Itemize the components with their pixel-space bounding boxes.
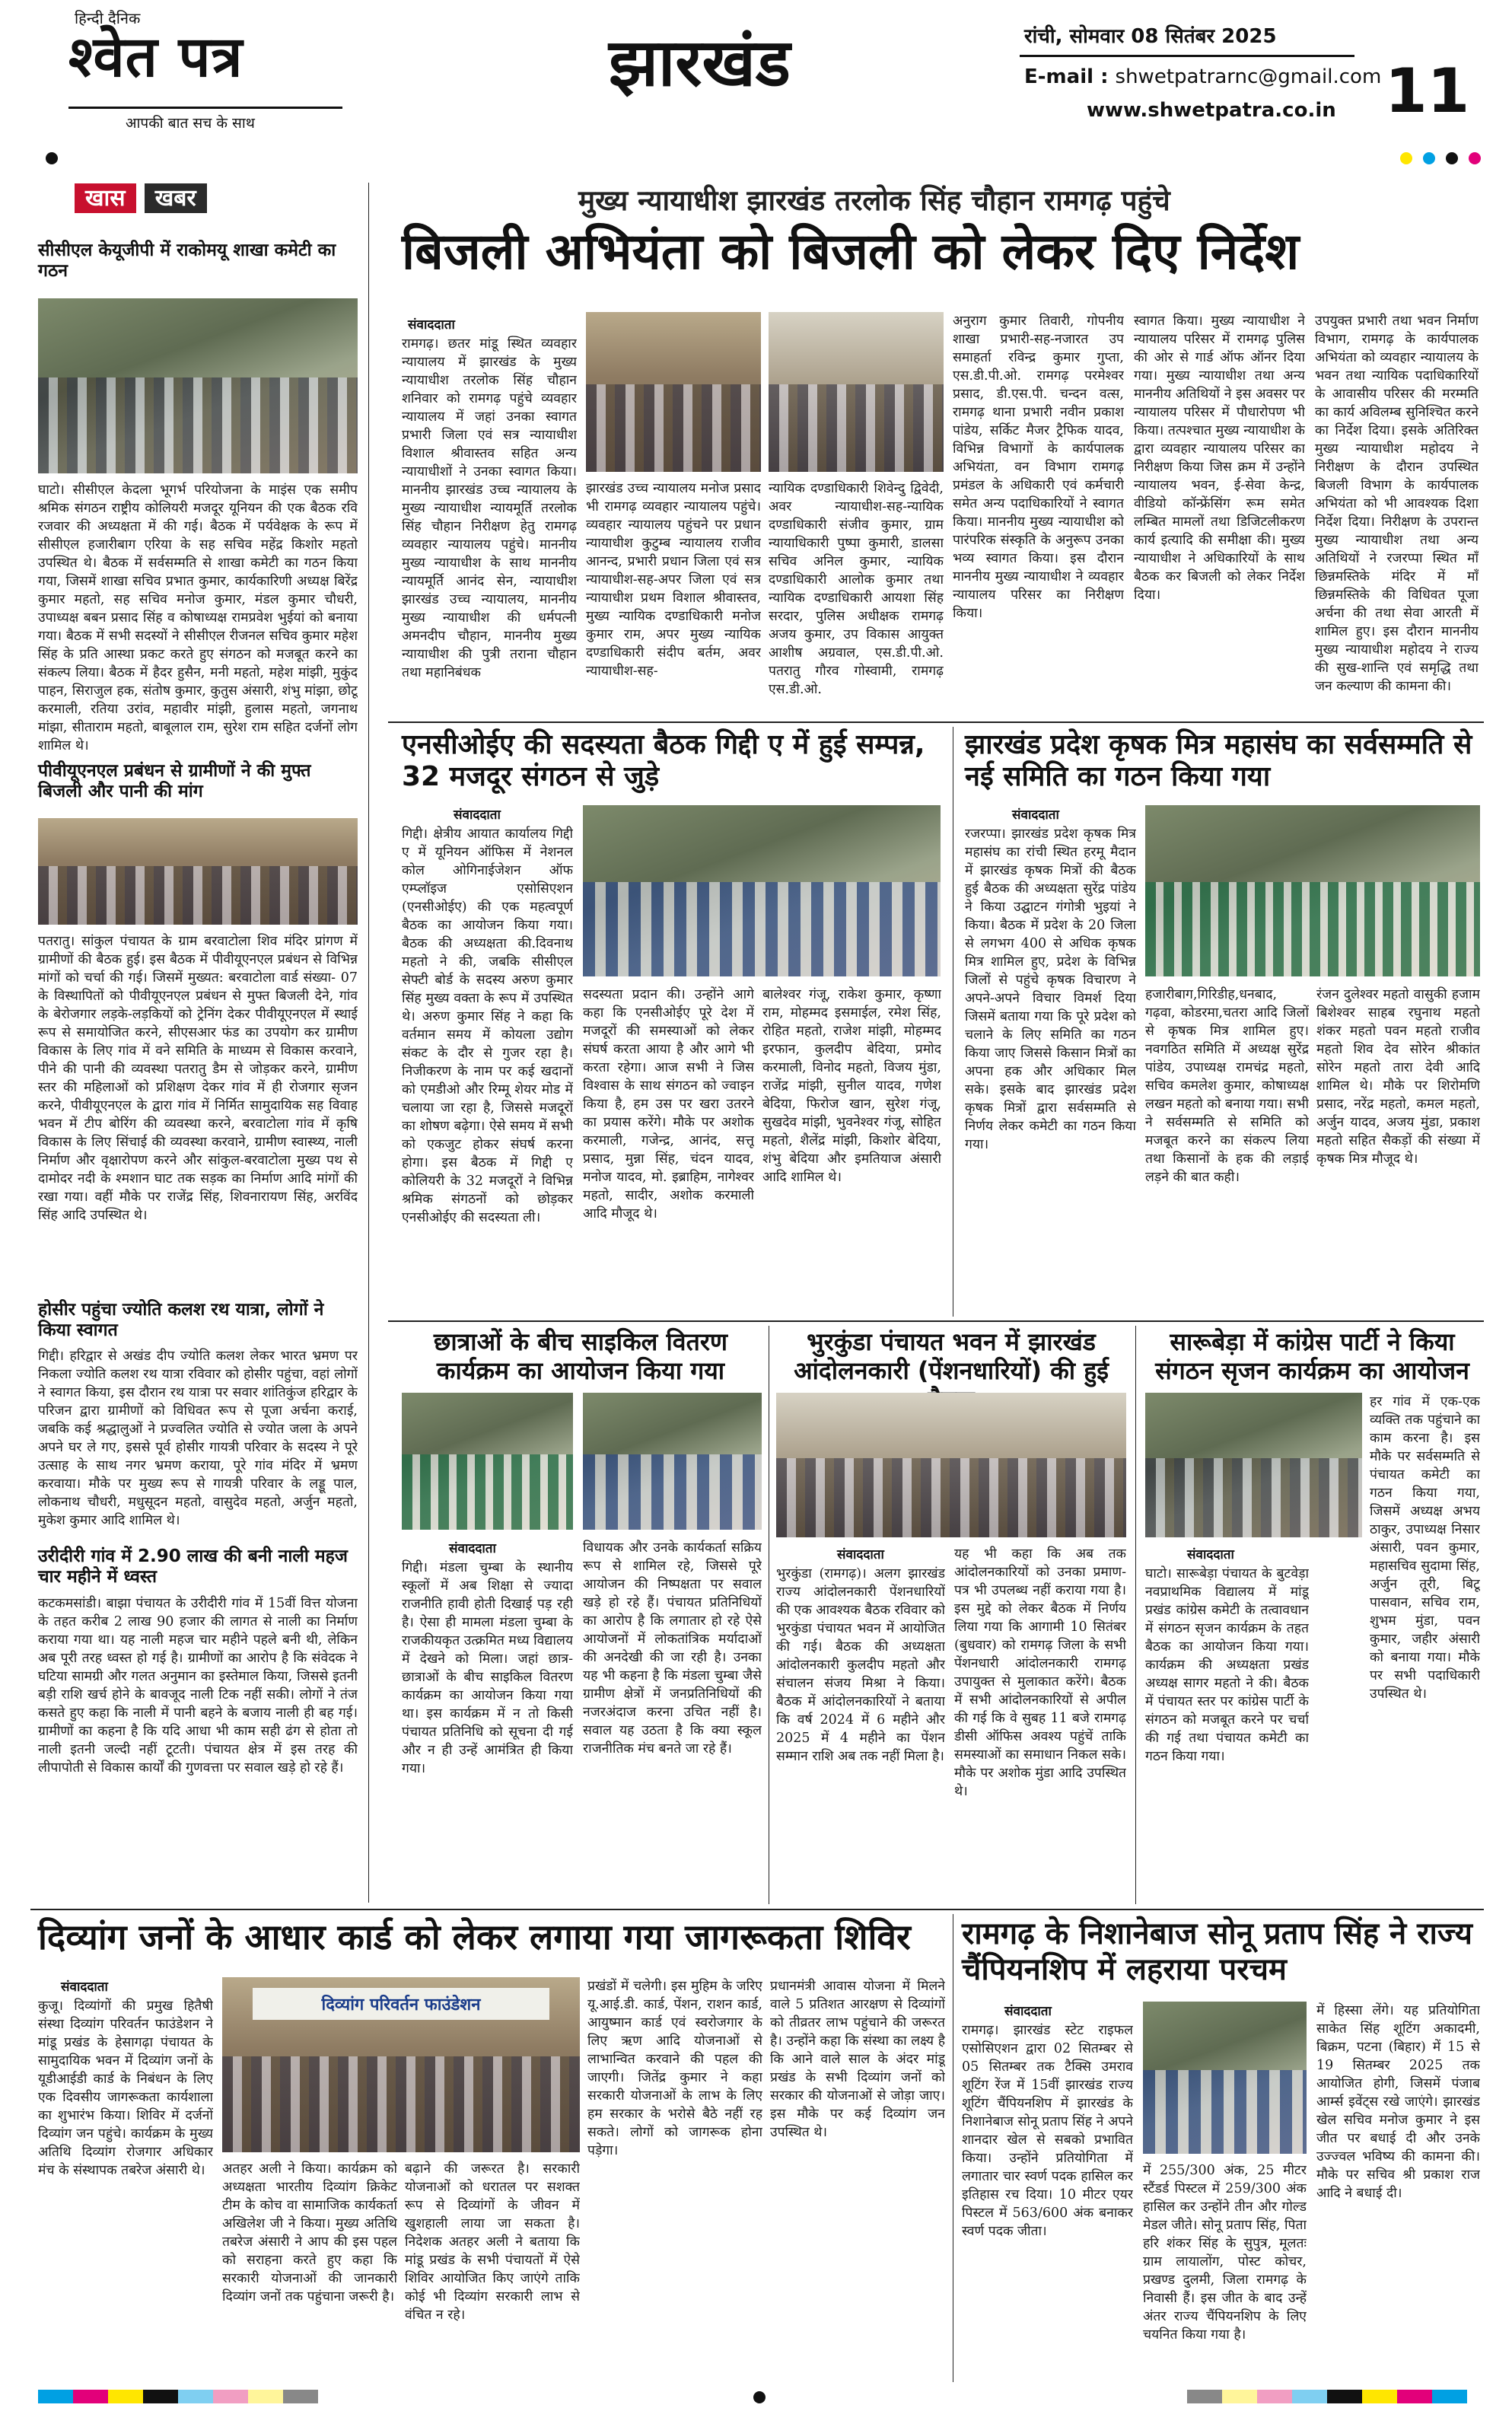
congress-column-2: हर गांव में एक-एक व्यक्ति तक पहुंचाने का काम करना है। इस मौके पर सर्वसम्मति से पंचायत कमेटी का गठन किया गया, जिसमें अध्यक्ष अभय ठाकुर, उपाध्यक्ष निसार अंसारी, पवन कुमार, महासचिव सुदामा सिंह, अर्जुन तूरी, बिटू पासवान, सचिव राम, शुभम मुंडा, पवन कुमार, जहीर अंसारी को बनाया गया। मौके पर सभी पदाधिकारी उपस्थित थे। xyxy=(1370,1394,1480,1702)
pension-photo xyxy=(776,1393,1126,1537)
divyang-column-2: अतहर अली ने किया। कार्यक्रम को अध्यक्षता भारतीय दिव्यांग क्रिकेट टीम के कोच वा सामाजिक कार्यकर्ता अखिलेश जी ने किया। मुख्य अतिथि तबरेज अंसारी ने आप की इस पहल को सराहना करते हुए कहा कि सरकारी योजनाओं की जानकारी दिव्यांग जनों तक पहुंचाना जरूरी है। xyxy=(222,2161,397,2304)
khas-tag: खास xyxy=(75,183,136,213)
left-column-tags xyxy=(75,181,207,212)
shooting-byline: संवाददाता xyxy=(1004,2004,1052,2019)
ncoea-column-3: बालेश्वर गंजू, राकेश कुमार, कृष्णा राम, मोहम्मद इसमाईल, रमेश सिंह, रोहित महतो, राजेश मांझी, मोहम्मद इरफान, कुलदीप बेदिया, प्रमोद करमाली, विनोद महतो, विजय मुंडा, राजेंद्र मांझी, सुनील यादव, गणेश बेदिया, फिरोज खान, सुरेश गंजू, सुखदेव मांझी, भुवनेश्वर गंजू, सोहित महतो, शैलेंद्र मांझी, किशोर बेदिया, शंभु बेदिया और इमतियाज अंसारी आदि शामिल थे। xyxy=(762,987,941,1185)
cycle-photo-2 xyxy=(583,1393,762,1530)
cycle-byline: संवाददाता xyxy=(449,1541,496,1556)
left-story-body: कटकमसांडी। बाझा पंचायत के उरीदीरी गांव में 15वीं वित्त योजना के तहत करीब 2 लाख 90 हजार की लागत से नाली का निर्माण कराया गया था। यह नाली महज चार महीने पहले बनी थी, लेकिन अब पूरी तरह ध्वस्त हो गई है। ग्रामीणों का आरोप है कि संवेदक ने घटिया सामग्री और गलत अनुमान का इस्तेमाल किया, जिससे इतनी बड़ी राशि खर्च होने के बावजूद नाली टिक नहीं सकी। लोगों ने तंज कसते हुए कहा कि नाली में पानी बहने के बजाय नाली ही बह गई। ग्रामीणों का कहना है कि यदि आधा भी काम सही ढंग से होता तो नाली इतनी जल्दी नहीं टूटती। पंचायत क्षेत्र में इस तरह की लीपापोती से विकास कार्यों की गुणवत्ता पर सवाल खड़े हो रहे हैं। xyxy=(38,1596,358,1776)
left-story-body: घाटो। सीसीएल केदला भूगर्भ परियोजना के माइंस एक समीप श्रमिक संगठन राष्ट्रीय कोलियरी मजदूर यूनियन की एक बैठक रवि रजवार की अध्यक्षता में की गई। बैठक में पर्यवेक्षक के रूप में सीसीएल हजारीबाग एरिया के सह सचिव महेंद्र किशोर महतो उपस्थित थे। बैठक में सर्वसम्मति से शाखा कमेटी का गठन किया गया, जिसमें शाखा सचिव प्रभात कुमार, कार्यकारिणी अध्यक्ष बिरेंद्र कुमार महतो, सह सचिव मनोज कुमार, मंडल कुमार चौधरी, उपाध्यक्ष बबन प्रसाद सिंह व कोषाध्यक्ष रामप्रवेश भुईयां को बनाया गया। बैठक में सभी सदस्यों ने सीसीएल रीजनल सचिव कुमार महेश सिंह के प्रति आस्था प्रकट करते हुए संगठन को मजबूत करने का संकल्प लिया। बैठक में हैदर हुसैन, मनी महतो, महेश मांझी, मुकुंद पाहन, सिराजुल हक, संतोष कुमार, कुतुस अंसारी, शंभु मांझा, छोटू करमाली, रतिया उरांव, महावीर मांझी, हुलास महतो, जगनाथ मांझा, सीताराम महतो, बाबूलाल राम, सुरेश राम सहित दर्जनों लोग शामिल थे। xyxy=(38,483,358,753)
pension-byline: संवाददाता xyxy=(837,1547,884,1562)
left-story-headline: उरीदीरी गांव में 2.90 लाख की बनी नाली महज चार महीने में ध्वस्त xyxy=(38,1546,348,1588)
left-story-headline: सीसीएल केयूजीपी में राकोमयू शाखा कमेटी का गठन xyxy=(38,240,336,282)
ncoea-headline: एनसीओईए की सदस्यता बैठक गिद्दी ए में हुई सम्पन्न, 32 मजदूर संगठन से जुड़े xyxy=(402,729,925,793)
lead-byline: संवाददाता xyxy=(408,317,455,333)
divyang-column-5: प्रधानमंत्री आवास योजना में मिलने वाले 5 प्रतिशत आरक्षण से दिव्यांगों को तीव्रतर लाभ पहुंचाने की जरूरत है। उन्होंने कहा कि संस्था का लक्ष्य है कि आने वाले साल के अंदर मांडू प्रखंड के सभी दिव्यांग जनों को सरकार की योजनाओं से जोड़ा जाए। इस मौके पर कई दिव्यांग जन उपस्थित थे। xyxy=(770,1979,945,2140)
divyang-column-3: बढ़ाने की जरूरत है। सरकारी योजनाओं को धरातल पर सशक्त रूप से दिव्यांगों के जीवन में खुशहाली लाया जा सकता है। निदेशक अतहर अली ने बताया कि मांडू प्रखंड के सभी पंचायतों में ऐसे शिविर आयोजित किए जाएंगे ताकि कोई भी दिव्यांग सरकारी लाभ से वंचित न रहे। xyxy=(405,2161,580,2323)
section-title: झारखंड xyxy=(609,24,791,101)
ncoea-column-1: गिद्दी। क्षेत्रीय आयात कार्यालय गिद्दी ए में यूनियन ऑफिस में नेशनल कोल ओगिनाईजेशन ऑफ एम्प्लॉइज एसोसिएशन (एनसीओईए) की एक महत्वपूर्ण बैठक का आयोजन किया गया। बैठक की अध्यक्षता की.दिवनाथ महतो ने की, जबकि सीसीएल सेफ्टी बोर्ड के सदस्य अरुण कुमार सिंह मुख्य वक्ता के रूप में उपस्थित थे। अरुण कुमार सिंह ने कहा कि वर्तमान समय में कोयला उद्योग संकट के दौर से गुजर रहा है। निजीकरण के नाम पर कई खदानों को एमडीओ और रिम्मू शेयर मोड में चलाया जा रहा है, जिससे मजदूरों का शोषण बढ़ेगा। ऐसे समय में सभी को एकजुट होकर संघर्ष करना होगा। इस बैठक में गिद्दी ए कोलियरी के 32 मजदूरों ने विभिन्न श्रमिक संगठनों को छोड़कर एनसीओईए की सदस्यता ली। xyxy=(402,827,573,1225)
row3-bottom-rule xyxy=(30,1909,1484,1910)
congress-photo xyxy=(1145,1393,1362,1537)
cycle-column-1: गिद्दी। मंडला चुम्बा के स्थानीय स्कूलों में अब शिक्षा से ज्यादा राजनीति हावी होती दिखाई पड़ रही है। ऐसा ही मामला मंडला चुम्बा के राजकीयकृत उत्क्रमित मध्य विद्यालय में देखने को मिला। जहां छात्र-छात्राओं के बीच साइकिल वितरण कार्यक्रम का आयोजन किया गया था। इस कार्यक्रम में न तो किसी पंचायत प्रतिनिधि को सूचना दी गई और न ही उन्हें आमंत्रित ही किया गया। xyxy=(402,1560,573,1776)
row2-bottom-rule xyxy=(388,1320,1484,1322)
ncoea-column-2: सदस्यता प्रदान की। उन्होंने आगे कहा कि एनसीओईए पूरे देश में मजदूरों की समस्याओं को लेकर संघर्ष करता आया है और आगे भी करता रहेगा। आज सभी ने जिस विश्वास के साथ संगठन को ज्वाइन किया है, हम उस पर खरा उतरने का प्रयास करेंगे। मौके पर अशोक करमाली, गजेन्द्र, आनंद, सत्तू प्रसाद, मुन्ना सिंह, चंदन यादव, मनोज यादव, मो. इब्राहिम, नागेश्वर महतो, सादीर, अशोक करमाली आदि मौजूद थे। xyxy=(583,987,754,1221)
lead-kicker: मुख्य न्यायाधीश झारखंड तरलोक सिंह चौहान रामगढ़ पहुंचे xyxy=(578,184,1170,217)
newspaper-type-label: हिन्दी दैनिक xyxy=(75,9,141,27)
registration-mark-icon xyxy=(753,2391,766,2403)
divyang-photo xyxy=(222,1977,580,2152)
shooting-photo xyxy=(1143,2002,1307,2154)
lead-column-3: न्यायिक दण्डाधिकारी शिवेन्दु द्विवेदी, अवर न्यायाधीश-सह-न्यायिक दण्डाधिकारी संजीव कुमार, ग्राम न्यायाधिकारी पुष्पा कुमारी, डालसा सचिव अनिल कुमार, न्यायिक दण्डाधिकारी आलोक कुमार तथा न्यायिक दण्डाधिकारी आयशा सिंह सरदार, पुलिस अधीक्षक रामगढ़ अजय कुमार, उप विकास आयुक्त आशीष अग्रवाल, एस.डी.पी.ओ. पतरातु गौरव गोस्वामी, रामगढ़ एस.डी.ओ. xyxy=(769,481,944,697)
shooting-column-2: में 255/300 अंक, 25 मीटर स्टैंडर्ड पिस्टल में 259/300 अंक हासिल कर उन्होंने तीन और गोल्ड मेडल जीते। सोनू प्रताप सिंह, पिता हरि शंकर सिंह के सुपुत्र, मूलतः ग्राम लायालोंग, पोस्ट कोचर, प्रखण्ड दुलमी, जिला रामगढ़ के निवासी हैं। इस जीत के बाद उन्हें अंतर राज्य चैंपियनशिप के लिए चयनित किया गया है। xyxy=(1143,2163,1307,2343)
shooting-column-3: में हिस्सा लेंगे। यह प्रतियोगिता साकेत सिंह शूटिंग अकादमी, बिक्रम, पटना (बिहार) में 15 से 19 सितम्बर 2025 तक आयोजित होगी, जिसमें पंजाब आर्म्स इवेंट्स रखे जाएंगे। झारखंड खेल सचिव मनोज कुमार ने इस जीत पर बधाई दी और उनके उज्ज्वल भविष्य की कामना की। मौके पर सचिव श्री प्रकाश राज आदि ने बधाई दी। xyxy=(1316,2003,1480,2201)
left-story-body: गिद्दी। हरिद्वार से अखंड दीप ज्योति कलश लेकर भारत भ्रमण पर निकला ज्योति कलश रथ यात्रा रविवार को होसीर पहुंचा, वहां लोगों ने स्वागत किया, इस दौरान रथ यात्रा पर सवार शांतिकुंज हरिद्वार के परिजन द्वारा ग्रामीणों को विधिवत रूप से पूजा अर्चना कराई, जबकि कई श्रद्धालुओं ने प्रज्वलित ज्योति से ज्योत जला के अपने अपने घर ले गए, इससे पूर्व होसीर गायत्री परिवार के सदस्य ने पूरे उत्साह के साथ नगर भ्रमण कराया, पूरे गांव मंदिर में भ्रमण करवाया। मौके पर मुख्य रूप से गायत्री परिवार के लड्डू पाल, लोकनाथ चौधरी, मधुसूदन महतो, वासुदेव महतो, अर्जुन महतो, मुकेश कुमार आदि शामिल थे। xyxy=(38,1349,358,1528)
lead-column-4: अनुराग कुमार तिवारी, गोपनीय शाखा प्रभारी-सह-नजारत उप समाहर्ता रविन्द्र कुमार गुप्ता, एस.डी.पी.ओ. रामगढ़ परमेश्वर प्रसाद, डी.एस.पी. चन्दन वत्स, रामगढ़ थाना प्रभारी नवीन प्रकाश पांडेय, सर्किट मैजर ट्रैफिक यादव, विभिन्न विभागों के कार्यपालक अभियंता, वन विभाग रामगढ़ प्रमंडल के अधिकारी एवं कर्मचारी समेत अन्य पदाधिकारियों ने स्वागत किया। माननीय मुख्य न्यायाधीश को पारंपरिक संस्कृति के अनुरूप उनका भव्य स्वागत किया। इस दौरान माननीय मुख्य न्यायाधीश ने व्यवहार न्यायालय परिसर का निरीक्षण किया। xyxy=(953,314,1124,621)
krishak-photo xyxy=(1145,805,1480,976)
khabar-tag: खबर xyxy=(145,183,207,213)
lead-bottom-rule xyxy=(388,721,1484,723)
pension-headline: भुरकुंडा पंचायत भवन में झारखंड आंदोलनकारी (पेंशनधारियों) की हुई xyxy=(794,1327,1109,1385)
date-rule xyxy=(1020,55,1354,57)
registration-mark-icon xyxy=(1400,152,1412,164)
place-date: रांची, सोमवार 08 सितंबर 2025 xyxy=(1024,25,1277,48)
row3-divider-2 xyxy=(1135,1326,1136,1904)
email-link[interactable]: shwetpatrarnc@gmail.com xyxy=(1115,65,1382,88)
email-line xyxy=(1024,65,1381,88)
email-label: E-mail : xyxy=(1024,65,1109,88)
shooting-headline: रामगढ़ के निशानेबाज सोनू प्रताप सिंह ने राज्य चैंपियनशिप में लहराया परचम xyxy=(962,1916,1472,1988)
printer-color-bar xyxy=(1187,2390,1467,2406)
lead-column-1: रामगढ़। छतर मांडू स्थित व्यवहार न्यायालय में झारखंड के मुख्य न्यायाधीश तरलोक सिंह चौहान शनिवार को रामगढ़ पहुंचे व्यवहार न्यायालय में जहां उनका स्वागत प्रभारी जिला एवं सत्र न्यायाधीश विशाल श्रीवास्तव सहित अन्य न्यायाधीशों ने उनका स्वागत किया। माननीय झारखंड उच्च न्यायालय के मुख्य न्यायाधीश न्यायमूर्ति तरलोक सिंह चौहान निरीक्षण हेतु रामगढ़ व्यवहार न्यायालय पहुंचे। माननीय मुख्य न्यायाधीश के साथ माननीय न्यायमूर्ति आनंद सेन, न्यायाधीश झारखंड उच्च न्यायालय, माननीय मुख्य न्यायाधीश की धर्मपत्नी अमनदीप चौहान, माननीय मुख्य न्यायाधीश की पुत्री तराना चौहान तथा महानिबंधक xyxy=(402,336,577,680)
left-story-headline: होसीर पहुंचा ज्योति कलश रथ यात्रा, लोगों ने किया स्वागत xyxy=(38,1300,324,1341)
pension-column-2: यह भी कहा कि अब तक आंदोलनकारियों को उनका प्रमाण-पत्र भी उपलब्ध नहीं कराया गया है। इस मुद्दे को लेकर बैठक में निर्णय लिया गया कि आगामी 10 सितंबर (बुधवार) को रामगढ़ जिला के सभी पेंशनधारी आंदोलनकारी रामगढ़ उपायुक्त से मुलाकात करेंगे। बैठक में सभी आंदोलनकारियों से अपील की गई कि वे सुबह 11 बजे रामगढ़ डीसी ऑफिस अवश्य पहुंचें ताकि समस्याओं का समाधान निकल सके। मौके पर अशोक मुंडा आदि उपस्थित थे। xyxy=(954,1546,1126,1799)
cycle-photo-1 xyxy=(402,1393,573,1530)
left-story-photo xyxy=(38,818,358,925)
krishak-headline: झारखंड प्रदेश कृषक मित्र महासंघ का सर्वसम्मति से नई समिति का गठन किया गया xyxy=(965,729,1472,793)
shooting-column-1: रामगढ़। झारखंड स्टेट राइफल एसोसिएशन द्वारा 02 सितम्बर से 05 सितम्बर तक टैक्सि उमराव शूटिंग रेंज में 15वीं झारखंड राज्य शूटिंग चैंपियनशिप में झारखंड के निशानेबाज सोनू प्रताप सिंह ने अपने शानदार खेल से सबको प्रभावित किया। उन्होंने प्रतियोगिता में लगातार चार स्वर्ण पदक हासिल कर इतिहास रच दिया। 10 मीटर एयर पिस्टल में 563/600 अंक बनाकर स्वर्ण पदक जीता। xyxy=(962,2023,1133,2239)
congress-column-1: घाटो। सारूबेड़ा पंचायत के बुटवेड़ा नवप्राथमिक विद्यालय में मांडू प्रखंड कांग्रेस कमेटी के तत्वावधान में संगठन सृजन कार्यक्रम के तहत बैठक का आयोजन किया गया। कार्यक्रम की अध्यक्षता प्रखंड अध्यक्ष सागर महतो ने की। बैठक में पंचायत स्तर पर कांग्रेस पार्टी के संगठन को मजबूत करने पर चर्चा की गई तथा पंचायत कमेटी का गठन किया गया। xyxy=(1145,1566,1309,1764)
masthead xyxy=(0,0,1512,179)
lead-column-6: उपयुक्त प्रभारी तथा भवन निर्माण विभाग, रामगढ़ के कार्यपालक अभियंता को व्यवहार न्यायालय के भवन तथा न्यायिक पदाधिकारियों के आवासीय परिसर की मरम्मति का कार्य अविलम्ब सुनिश्चित करने का निर्देश दिया। इसके अतिरिक्त मुख्य न्यायाधीश महोदय ने निरीक्षण के दौरान उपस्थित बिजली विभाग के कार्यपालक अभियंता को भी आवश्यक दिशा निर्देश दिया। निरीक्षण के उपरान्त मुख्य न्यायाधीश तथा अन्य अतिथियों ने रजरप्पा स्थित माँ छिन्नमस्तिके मंदिर में माँ छिन्नमस्तिके की विधिवत पूजा अर्चना की तथा सेवा आरती में शामिल हुए। इस दौरान माननीय मुख्य न्यायाधीश महोदय ने राज्य की सुख-शान्ति एवं समृद्धि तथा जन कल्याण की कामना की। xyxy=(1315,314,1479,694)
krishak-column-3: रंजन दुलेश्वर महतो वासुकी हजाम बिशेश्वर साहब रघुनाथ महतो शंकर महतो पवन महतो राजीव महतो शिव देव सोरेन श्रीकांत सोरेन महतो तारा देवी आदि शामिल थे। मौके पर शिरोमणि प्रसाद, नरेंद्र महतो, कमल महतो, अर्जुन यादव, अजय मुंडा, प्रकाश महतो सहित सैकड़ों की संख्या में कृषक मित्र मौजूद थे। xyxy=(1316,987,1480,1167)
lead-column-5: स्वागत किया। मुख्य न्यायाधीश ने न्यायालय परिसर में रामगढ़ पुलिस की ओर से गार्ड ऑफ ऑनर दिया गया। मुख्य न्यायाधीश तथा अन्य माननीय अतिथियों ने इस अवसर पर न्यायालय परिसर में पौधारोपण भी किया। तत्पश्चात मुख्य न्यायाधीश के द्वारा व्यवहार न्यायालय परिसर का निरीक्षण किया जिस क्रम में उन्होंने न्यायालय भवन, ई-सेवा केन्द्र, वीडियो कॉन्फ्रेंसिंग रूम समेत लम्बित मामलों तथा डिजिटलीकरण कार्य इत्यादि की समीक्षा की। मुख्य न्यायाधीश ने अधिकारियों के साथ बैठक कर बिजली को लेकर निर्देश दिया। xyxy=(1134,314,1305,603)
ncoea-photo xyxy=(583,805,941,976)
cycle-column-2: विधायक और उनके कार्यकर्ता सक्रिय रूप से शामिल रहे, जिससे पूरे आयोजन की निष्पक्षता पर सवाल खड़े हो रहे हैं। पंचायत प्रतिनिधियों का आरोप है कि लगातार हो रहे ऐसे आयोजनों में लोकतांत्रिक मर्यादाओं की अनदेखी की जा रही है। उनका यह भी कहना है कि मंडला चुम्बा जैसे ग्रामीण क्षेत्रों में जनप्रतिनिधियों की नजरअंदाज करना उचित नहीं है। सवाल यह उठता है कि क्या स्कूल राजनीतिक मंच बनते जा रहे हैं। xyxy=(583,1540,762,1757)
ncoea-byline: संवाददाता xyxy=(454,807,501,823)
registration-mark-icon xyxy=(46,152,58,164)
divyang-headline: दिव्यांग जनों के आधार कार्ड को लेकर लगाया गया जागरूकता शिविर xyxy=(38,1916,911,1957)
newspaper-tagline: आपकी बात सच के साथ xyxy=(126,115,255,132)
krishak-column-2: हजारीबाग,गिरिडीह,धनबाद, गढ़वा, कोडरमा,चतरा आदि जिलों से कृषक मित्र शामिल हुए। नवगठित समिति में अध्यक्ष सुरेंद्र पांडेय, उपाध्यक्ष रामचंद्र महतो, सचिव कमलेश कुमार, कोषाध्यक्ष लखन महतो को बनाया गया। सभी ने सर्वसम्मति से समिति को मजबूत करने का संकल्प लिया तथा किसानों के हक की लड़ाई लड़ने की बात कही। xyxy=(1145,987,1309,1185)
lead-headline: बिजली अभियंता को बिजली को लेकर दिए निर्देश xyxy=(402,222,1300,281)
registration-mark-icon xyxy=(1423,152,1435,164)
pension-column-1: भुरकुंडा (रामगढ़)। अलग झारखंड राज्य आंदोलनकारी पेंशनधारियों की एक आवश्यक बैठक रविवार को भुरकुंडा पंचायत भवन में आयोजित की गई। बैठक की अध्यक्षता आंदोलनकारी कुलदीप महतो और संचालन संजय मिश्रा ने किया। बैठक में आंदोलनकारियों ने बताया कि वर्ष 2024 में 6 महीने और 2025 में 4 महीने का पेंशन सम्मान राशि अब तक नहीं मिला है। xyxy=(776,1566,945,1764)
divyang-byline: संवाददाता xyxy=(61,1980,108,1995)
left-story-body: पतरातु। सांकुल पंचायत के ग्राम बरवाटोला शिव मंदिर प्रांगण में ग्रामीणों की बैठक हुई। इस बैठक में पीवीयूएनएल प्रबंधन से विभिन्न मांगों को चर्चा की गई। जिसमें मुख्यत: बरवाटोला वार्ड संख्या- 07 के विस्थापितों को पीवीयूएनएल प्रबंधन से मुफ्त बिजली देने, गांव के बेरोजगार लड़के-लड़कियों को ट्रेनिंग देकर पीवीयूएनएल में स्थाई रूप से समायोजित करने, सीएसआर फंड का उपयोग कर ग्रामीण विकास के लिए गांव में वने समिति के माध्यम से विकास करवाने, पीने की पानी की व्यवस्था पतरातु डैम से जोड़कर करने, ग्रामीण स्तर की महिलाओं को प्रशिक्षण देकर गांव में ही रोजगार सृजन करने, पीवीयूएनएल के द्वारा गांव में निर्मित सामुदायिक सह विवाह भवन में टीप बोरिंग की व्यवस्था करने, बरवाटोला गांव में कृषि विकास के लिए सिंचाई की व्यवस्था करवाने, ग्रामीण स्वास्थ्य, नाली निर्माण और वृक्षारोपण करने और सांकुल-बरवाटोला मुख्य पथ से दामोदर नदी के श्मशान घाट तक सड़क का निर्माण आदि मांगों की रखा गया। वहीं मौके पर राजेंद्र सिंह, शिवनारायण सिंह, अरविंद सिंह आदि उपस्थित थे। xyxy=(38,934,358,1223)
lead-photo-1 xyxy=(586,312,761,472)
left-story-photo xyxy=(38,298,358,473)
left-column-divider xyxy=(368,183,369,1903)
krishak-column-1: रजरप्पा। झारखंड प्रदेश कृषक मित्र महासंघ का रांची स्थित हरमू मैदान में झारखंड कृषक मित्रों की बैठक हुई बैठक की अध्यक्षता सुरेंद्र पांडेय ने किया उद्घाटन गंगोत्री भुइयां ने किया। बैठक में प्रदेश के 20 जिला से लगभग 400 से अधिक कृषक मित्र शामिल हुए, प्रदेश के विभिन्न जिलों से पहुंचे कृषक विचारण ने अपने-अपने विचार विमर्श दिया जिसमें बताया गया कि पूरे प्रदेश को चलाने के लिए समिति का गठन किया जाए जिससे किसान मित्रों का अपना हक और अधिकार मिल सके। इसके बाद झारखंड प्रदेश कृषक मित्रों द्वारा सर्वसम्मति से निर्णय लेकर कमेटी का गठन किया गया। xyxy=(965,827,1136,1152)
masthead-underline xyxy=(68,107,342,109)
left-story-headline: पीवीयूएनएल प्रबंधन से ग्रामीणों ने की मुफ्त बिजली और पानी की मांग xyxy=(38,761,311,802)
krishak-byline: संवाददाता xyxy=(1012,807,1059,823)
registration-mark-icon xyxy=(1469,152,1481,164)
divyang-banner: दिव्यांग परिवर्तन फाउंडेशन xyxy=(253,1988,549,2020)
page-number: 11 xyxy=(1385,56,1470,126)
divyang-column-1: कुजू। दिव्यांगों की प्रमुख हितैषी संस्था दिव्यांग परिवर्तन फाउंडेशन ने मांडू प्रखंड के हेसागढ़ा पंचायत के सामुदायिक भवन में दिव्यांग जनों के यूडीआईडी कार्ड के निबंधन के लिए एक दिवसीय जागरूकता कार्यशाला का शुभारंभ किया। शिविर में दर्जनों दिव्यांग जन पहुंचे। कार्यक्रम के मुख्य अतिथि दिव्यांग रोजगार अधिकार मंच के संस्थापक तबरेज अंसारी थे। xyxy=(38,1999,213,2178)
registration-mark-icon xyxy=(1446,152,1458,164)
congress-headline: सारूबेड़ा में कांग्रेस पार्टी ने किया संगठन सृजन कार्यक्रम का आयोजन xyxy=(1155,1327,1469,1385)
printer-color-bar xyxy=(38,2390,318,2406)
newspaper-title: श्वेत पत्र xyxy=(68,24,244,90)
lead-column-2: झारखंड उच्च न्यायालय मनोज प्रसाद भी रामगढ़ व्यवहार न्यायालय पहुंचे। व्यवहार न्यायालय पहुंचने पर प्रधान न्यायाधीश कुटुम्ब न्यायालय राजीव आनन्द, प्रभारी प्रधान जिला एवं सत्र न्यायाधीश-सह-अपर जिला एवं सत्र न्यायाधीश प्रथम विशाल श्रीवास्तव, मुख्य न्यायिक दण्डाधिकारी मनोज कुमार राम, अपर मुख्य न्यायिक दण्डाधिकारी संदीप बर्तम, अवर न्यायाधीश-सह- xyxy=(586,481,761,679)
website-link[interactable]: www.shwetpatra.co.in xyxy=(1087,99,1336,122)
cycle-headline: छात्राओं के बीच साइकिल वितरण कार्यक्रम का आयोजन किया गया xyxy=(433,1327,728,1385)
lead-photo-2 xyxy=(769,312,944,472)
divyang-column-4: प्रखंडों में चलेगी। इस मुहिम के जरिए यू.आई.डी. कार्ड, पेंशन, राशन कार्ड, आयुष्मान कार्ड एवं स्वरोजगार के लिए ऋण आदि योजनाओं से लाभान्वित करवाने की पहल की जाएगी। जितेंद्र कुमार ने कहा सरकारी योजनाओं के लाभ के लिए हम सरकार के भरोसे बैठे नहीं रह सकते। लोगों को जागरूक होना पड़ेगा। xyxy=(587,1979,762,2158)
congress-byline: संवाददाता xyxy=(1187,1547,1234,1562)
